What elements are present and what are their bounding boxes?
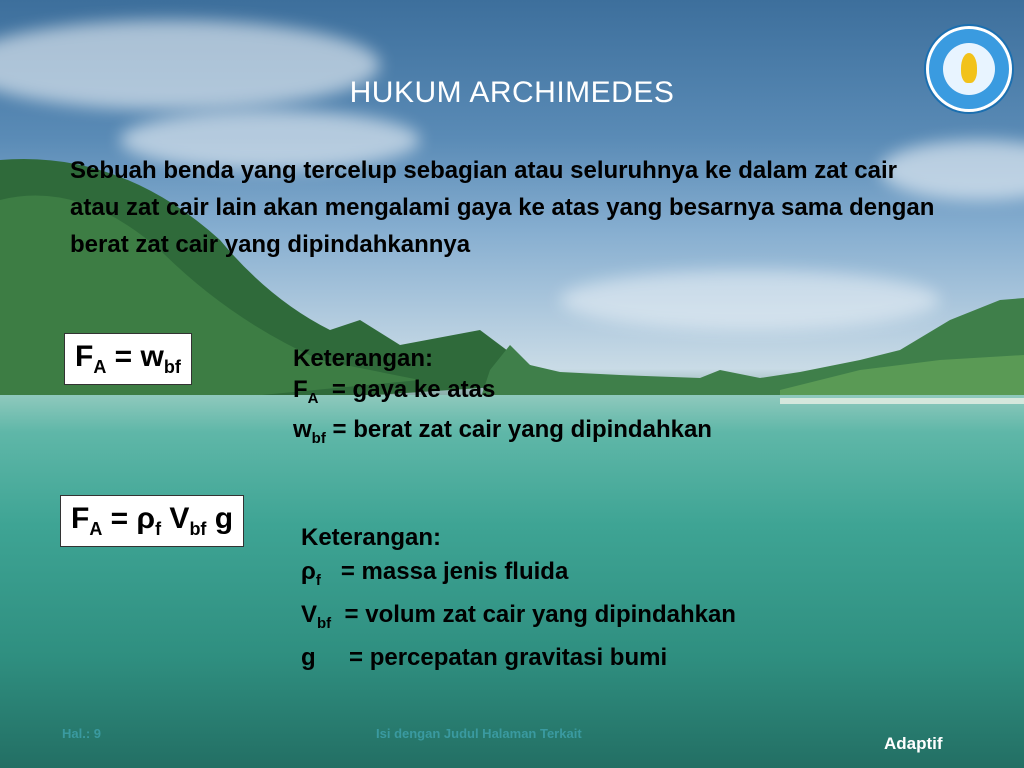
- note-heading: Keterangan:: [301, 524, 442, 551]
- formula-box-1: $F_A = w_{bf}$: [64, 333, 192, 385]
- note-line: g = percepatan gravitasi bumi: [301, 643, 668, 671]
- note-line: $w_{bf}$ = berat zat cair yang dipindahkan: [293, 415, 712, 447]
- slide-title: HUKUM ARCHIMEDES: [349, 76, 675, 109]
- page-number: Hal.: 9: [62, 726, 102, 741]
- note-line: $\rho_f$ = massa jenis fluida: [301, 558, 569, 589]
- note-heading: Keterangan:: [293, 345, 434, 372]
- formula-box-2: $F_A = \rho_f$ $V_{bf}$ g: [60, 495, 244, 547]
- footer-adaptif: Adaptif: [884, 734, 943, 753]
- note-line: $V_{bf}$ = volum zat cair yang dipindahkan: [301, 600, 736, 632]
- note-1: [293, 343, 712, 454]
- shoreline: [780, 398, 1024, 404]
- note-2: [301, 521, 736, 683]
- footer-title: Isi dengan Judul Halaman Terkait: [376, 726, 582, 741]
- tut-wuri-handayani-logo-icon: [926, 26, 1012, 112]
- definition-paragraph: Sebuah benda yang tercelup sebagian atau seluruhnya ke dalam zat cair atau zat cair lain akan mengalami gaya ke atas yang besarnya sama dengan berat zat cair yang dipindahkannya: [70, 157, 935, 258]
- note-line: $F_A$ = gaya ke atas: [293, 376, 496, 407]
